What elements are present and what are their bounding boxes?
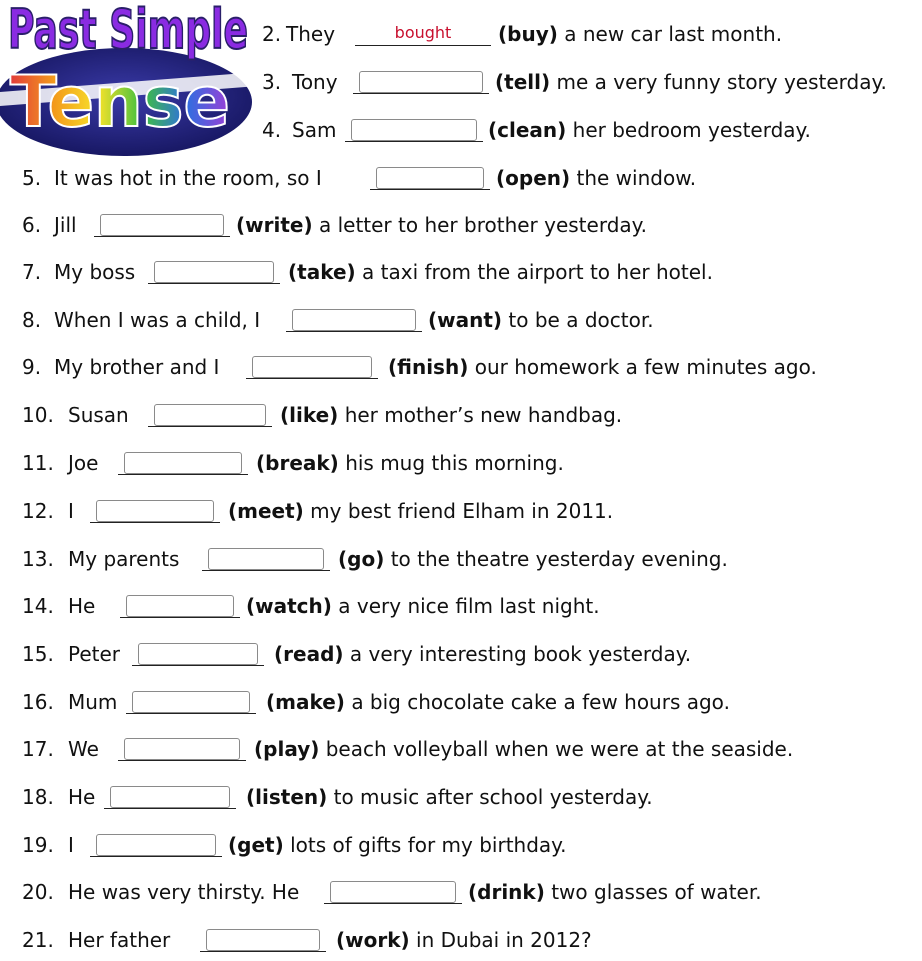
sentence-rest: beach volleyball when we were at the seaside. <box>325 737 794 761</box>
verb-hint: (read) <box>274 642 344 666</box>
sentence-start: I <box>68 499 74 523</box>
answer-blank[interactable] <box>90 500 220 523</box>
answer-blank[interactable] <box>286 309 422 332</box>
sentence-rest: her mother’s new handbag. <box>344 403 623 427</box>
item-number: 6. <box>22 213 42 237</box>
answer-box[interactable] <box>252 356 372 378</box>
sentence-end <box>266 686 730 718</box>
sentence-rest: to the theatre yesterday evening. <box>390 547 728 571</box>
answer-blank[interactable] <box>345 119 483 142</box>
sentence-rest: his mug this morning. <box>345 451 564 475</box>
sentence-end <box>228 495 613 527</box>
sentence-rest: a very nice film last night. <box>338 594 600 618</box>
sentence-end <box>246 781 653 813</box>
item-number: 13. <box>22 547 54 571</box>
sentence-rest: her bedroom yesterday. <box>572 118 811 142</box>
sentence-start: They <box>286 22 336 46</box>
logo-past-simple: Past Simple <box>8 0 249 61</box>
item-number: 3. <box>262 70 282 94</box>
answer-blank[interactable] <box>94 214 230 237</box>
answer-box[interactable] <box>126 595 234 617</box>
answer-box[interactable] <box>100 214 224 236</box>
verb-hint: (watch) <box>246 594 332 618</box>
sentence-rest: the window. <box>576 166 697 190</box>
answer-box[interactable] <box>351 119 477 141</box>
verb-hint: (work) <box>336 928 410 952</box>
verb-hint: (go) <box>338 547 385 571</box>
verb-hint: (like) <box>280 403 339 427</box>
answer-box[interactable] <box>124 738 240 760</box>
sentence-start: Her father <box>68 928 171 952</box>
sentence-rest: me a very funny story yesterday. <box>556 70 887 94</box>
answer-blank[interactable] <box>353 71 489 94</box>
answer-box[interactable] <box>132 691 250 713</box>
sentence-rest: a big chocolate cake a few hours ago. <box>351 690 730 714</box>
sentence-end <box>338 543 728 575</box>
answer-blank[interactable] <box>132 643 264 666</box>
answer-box[interactable] <box>359 71 483 93</box>
item-number: 11. <box>22 451 54 475</box>
item-number: 12. <box>22 499 54 523</box>
logo-tense: Tense <box>10 61 230 143</box>
sentence-end <box>336 924 592 956</box>
verb-hint: (clean) <box>488 118 567 142</box>
sentence-end <box>246 590 600 622</box>
sentence-end <box>256 447 564 479</box>
verb-hint: (break) <box>256 451 339 475</box>
sentence-start: Tony <box>292 70 338 94</box>
item-number: 21. <box>22 928 54 952</box>
sentence-rest: a new car last month. <box>564 22 783 46</box>
sentence-rest: to music after school yesterday. <box>333 785 653 809</box>
sentence-start: My parents <box>68 547 180 571</box>
answer-box[interactable] <box>110 786 230 808</box>
verb-hint: (listen) <box>246 785 328 809</box>
sentence-rest: a taxi from the airport to her hotel. <box>362 260 713 284</box>
sentence-rest: my best friend Elham in 2011. <box>310 499 614 523</box>
item-number: 15. <box>22 642 54 666</box>
item-number: 9. <box>22 355 42 379</box>
answer-blank[interactable] <box>370 167 490 190</box>
sentence-rest: two glasses of water. <box>551 880 762 904</box>
verb-hint: (want) <box>428 308 503 332</box>
answer-box[interactable] <box>96 500 214 522</box>
answer-blank[interactable] <box>126 691 256 714</box>
verb-hint: (write) <box>236 213 313 237</box>
answer-box[interactable] <box>208 548 324 570</box>
verb-hint: (meet) <box>228 499 304 523</box>
answer-blank[interactable] <box>104 786 236 809</box>
sentence-end <box>428 304 654 336</box>
answer-blank[interactable] <box>324 881 462 904</box>
sentence-end <box>488 114 811 146</box>
answer-box[interactable] <box>376 167 484 189</box>
sentence-start: Peter <box>68 642 121 666</box>
sentence-end <box>495 66 887 98</box>
answer-blank[interactable] <box>355 23 491 46</box>
verb-hint: (tell) <box>495 70 551 94</box>
sentence-rest: our homework a few minutes ago. <box>474 355 817 379</box>
sentence-end <box>498 18 782 50</box>
sentence-start: It was hot in the room, so I <box>54 166 322 190</box>
sentence-start: I <box>68 833 74 857</box>
sentence-start: We <box>68 737 99 761</box>
sentence-end <box>228 829 567 861</box>
verb-hint: (make) <box>266 690 345 714</box>
sentence-start: Joe <box>68 451 99 475</box>
sentence-rest: in Dubai in 2012? <box>416 928 592 952</box>
item-number: 4. <box>262 118 282 142</box>
title-logo <box>0 0 258 160</box>
sentence-rest: to be a doctor. <box>508 308 654 332</box>
sentence-start: He was very thirsty. He <box>68 880 300 904</box>
verb-hint: (get) <box>228 833 284 857</box>
sentence-end <box>280 399 622 431</box>
item-number: 14. <box>22 594 54 618</box>
answer-blank[interactable] <box>202 548 330 571</box>
verb-hint: (finish) <box>388 355 469 379</box>
sentence-start: He <box>68 785 96 809</box>
answer-box[interactable] <box>292 309 416 331</box>
verb-hint: (take) <box>288 260 356 284</box>
answer-blank[interactable] <box>90 834 222 857</box>
item-number: 5. <box>22 166 42 190</box>
sentence-end <box>388 351 817 383</box>
sentence-start: Susan <box>68 403 129 427</box>
sentence-end <box>468 876 762 908</box>
sentence-end <box>236 209 647 241</box>
sentence-start: He <box>68 594 96 618</box>
sentence-start: Mum <box>68 690 118 714</box>
answer-blank[interactable] <box>200 929 326 952</box>
answer-box[interactable] <box>138 643 258 665</box>
sentence-start: When I was a child, I <box>54 308 261 332</box>
sentence-start: My brother and I <box>54 355 220 379</box>
sentence-end <box>288 256 713 288</box>
sentence-start: Jill <box>54 213 77 237</box>
sentence-end <box>254 733 793 765</box>
item-number: 10. <box>22 403 54 427</box>
item-number: 7. <box>22 260 42 284</box>
verb-hint: (play) <box>254 737 320 761</box>
sentence-end <box>274 638 691 670</box>
answer-blank[interactable] <box>246 356 378 379</box>
item-number: 8. <box>22 308 42 332</box>
verb-hint: (drink) <box>468 880 545 904</box>
answer-box[interactable] <box>154 404 266 426</box>
answer-box[interactable] <box>330 881 456 903</box>
answer-box[interactable] <box>206 929 320 951</box>
item-number: 19. <box>22 833 54 857</box>
answer-text: bought <box>394 23 452 42</box>
sentence-start: Sam <box>292 118 337 142</box>
sentence-end <box>496 162 696 194</box>
answer-blank[interactable] <box>148 404 272 427</box>
item-number: 17. <box>22 737 54 761</box>
answer-blank[interactable] <box>120 595 240 618</box>
answer-blank[interactable] <box>118 738 246 761</box>
answer-blank[interactable] <box>118 452 248 475</box>
verb-hint: (open) <box>496 166 571 190</box>
sentence-rest: a very interesting book yesterday. <box>349 642 692 666</box>
answer-box[interactable] <box>124 452 242 474</box>
sentence-rest: lots of gifts for my birthday. <box>290 833 567 857</box>
item-number: 2. <box>262 22 282 46</box>
answer-box[interactable] <box>96 834 216 856</box>
item-number: 16. <box>22 690 54 714</box>
sentence-start: My boss <box>54 260 136 284</box>
item-number: 18. <box>22 785 54 809</box>
answer-blank[interactable] <box>148 261 280 284</box>
answer-box[interactable] <box>154 261 274 283</box>
sentence-rest: a letter to her brother yesterday. <box>318 213 647 237</box>
verb-hint: (buy) <box>498 22 558 46</box>
item-number: 20. <box>22 880 54 904</box>
